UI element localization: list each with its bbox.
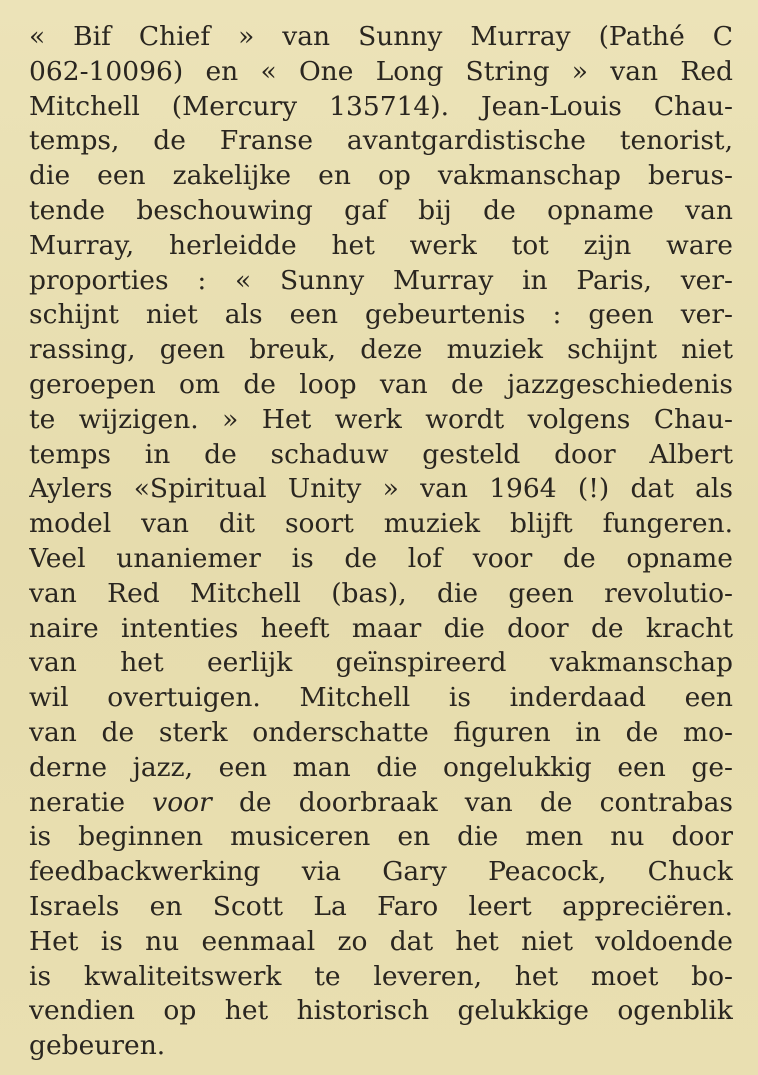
article-line: Mitchell (Mercury 135714). Jean-Louis Chau- <box>29 90 733 122</box>
article-text-column <box>29 20 733 1064</box>
article-line: van de sterk onderschatte figuren in de mo- <box>29 716 733 748</box>
article-line: proporties : « Sunny Murray in Paris, ver- <box>29 264 733 296</box>
article-line: is kwaliteitswerk te leveren, het moet bo- <box>29 960 733 992</box>
article-line: neratie voor de doorbraak van de contrabas <box>29 786 733 818</box>
article-line: Het is nu eenmaal zo dat het niet voldoende <box>29 925 733 957</box>
article-line: wil overtuigen. Mitchell is inderdaad een <box>29 682 733 714</box>
article-line: naire intenties heeft maar die door de kracht <box>29 612 733 644</box>
article-line: derne jazz, een man die ongelukkig een ge- <box>29 751 733 783</box>
article-line: geroepen om de loop van de jazzgeschiedenis <box>29 368 733 400</box>
article-line: feedbackwerking via Gary Peacock, Chuck <box>29 856 733 888</box>
article-line: « Bif Chief » van Sunny Murray (Pathé C <box>29 21 733 52</box>
article-line: schijnt niet als een gebeurtenis : geen ver- <box>29 299 733 331</box>
article-line: gebeuren. <box>29 1030 166 1062</box>
article-line: 062-10096) en « One Long String » van Red <box>29 55 733 87</box>
article-line: van het eerlijk geïnspireerd vakmanschap <box>29 647 733 679</box>
article-line: is beginnen musiceren en die men nu door <box>29 821 733 853</box>
article-line: vendien op het historisch gelukkige ogenblik <box>29 995 733 1027</box>
article-line: Aylers «Spiritual Unity » van 1964 (!) dat als <box>29 473 733 505</box>
article-line: temps, de Franse avantgardistische tenorist, <box>29 125 733 157</box>
article-line: Murray, herleidde het werk tot zijn ware <box>29 229 733 261</box>
article-line: van Red Mitchell (bas), die geen revolutio- <box>29 577 733 609</box>
article-line: te wijzigen. » Het werk wordt volgens Chau- <box>29 403 733 435</box>
article-line: Veel unaniemer is de lof voor de opname <box>29 542 733 574</box>
article-line: Israels en Scott La Faro leert appreciëren. <box>29 890 733 922</box>
article-line: rassing, geen breuk, deze muziek schijnt niet <box>29 334 733 366</box>
article-line: temps in de schaduw gesteld door Albert <box>29 438 733 470</box>
article-line: model van dit soort muziek blijft fungeren. <box>29 508 733 540</box>
article-line: tende beschouwing gaf bij de opname van <box>29 194 733 226</box>
article-line: die een zakelijke en op vakmanschap berus- <box>29 160 733 192</box>
